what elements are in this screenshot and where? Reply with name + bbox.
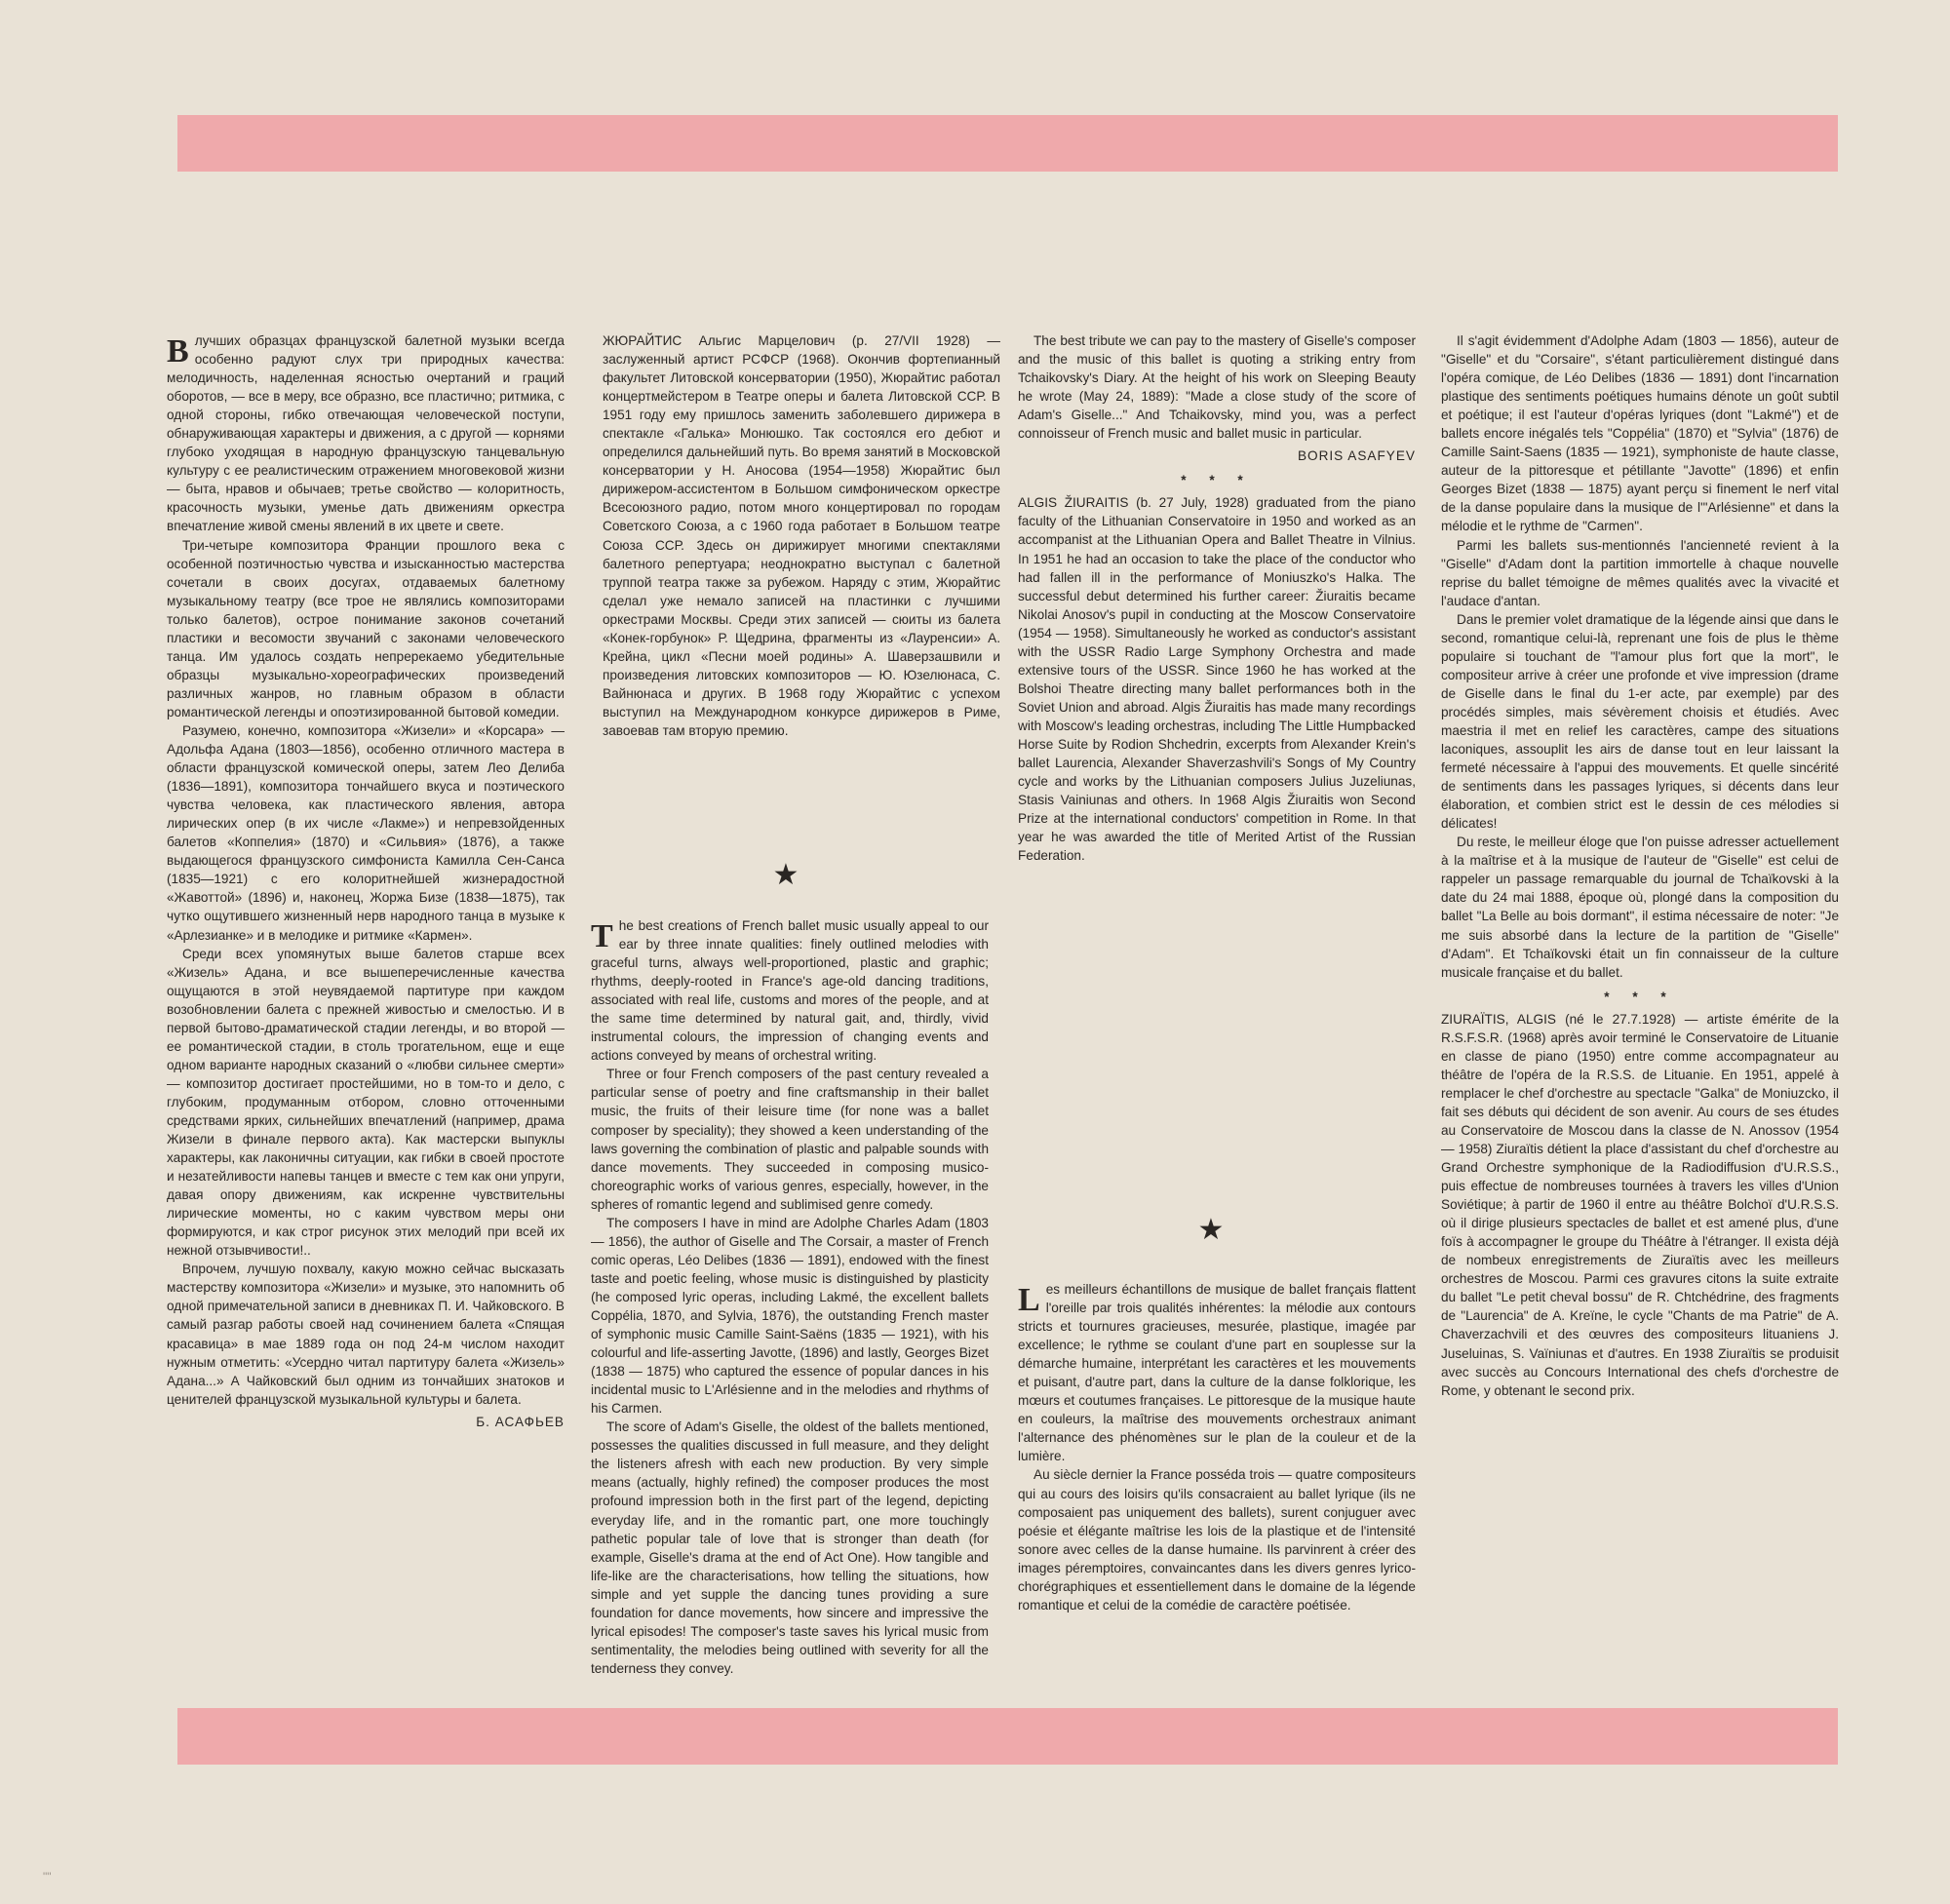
russian-signature: Б. АСАФЬЕВ (476, 1414, 565, 1429)
russian-bio: ЖЮРАЙТИС Альгис Марцелович (р. 27/VII 1928) — заслуженный артист РСФСР (1968). Окончив фортепианный факультет Литовской консерватории (1950), Жюрайтис работал концертмейстером в Театре оперы и балета Литовской ССР. В 1951 году ему пришлось заменить заболевшего дирижера в спектакле «Галька» Монюшко. Так состоялся его дебют и определился дальнейший путь. Во время занятий в Московской консерватории у Н. Аносова (1954—1958) Жюрайтис был дирижером-ассистентом в Большом симфоническом оркестре Всесоюзного радио, потом много концертировал по городам Советского Союза, а с 1960 года работает в Большом театре Союза ССР. Здесь он дирижирует многими спектаклями балетного репертуара; неоднократно выступал с балетной труппой театра также за рубежом. Наряду с этим, Жюрайтис сделал уже немало записей на пластинки с лучшими оркестрами Москвы. Среди этих записей — сюиты из балета «Конек-горбунок» Р. Щедрина, фрагменты из «Лауренсии» А. Крейна, цикл «Песни моей родины» А. Шаверзашвили и произведения литовских композиторов — Ю. Юзелюнаса, С. Вайнюнаса и других. В 1968 году Жюрайтис с успехом выступил на Международном конкурсе дирижеров в Риме, завоевав там вторую премию. (603, 333, 1000, 738)
star-icon: ★ (1197, 1214, 1225, 1246)
french-essay-paragraph: Les meilleurs échantillons de musique de ballet français flattent l'oreille par trois qualités inhérentes: la mélodie aux contours stricts et tournures gracieuses, mesurée, plastique, imagée par excellence; le rythme se coulant d'une part en souplesse sur la démarche humaine, interprétant les caractères et les mouvements et puisant, d'autre part, dans la culture de la danse folklorique, les mœurs et coutumes françaises. Le pittoresque de la musique haute en couleurs, la maîtrise des mouvements orchestraux animant l'alternance des phénomènes sur le plan de la couleur et de la lumière. (1018, 1282, 1416, 1464)
star-icon: ★ (772, 859, 800, 891)
edge-mark: "" (43, 1870, 52, 1884)
english-essay-paragraph: The best creations of French ballet music usually appeal to our ear by three innate qualities: finely outlined melodies with graceful turns, always well-proportioned, plastic and graphic; rhythms, deeply-rooted in France's age-old dancing traditions, associated with real life, customs and mores of the people, and at the same time determined by natural gait, and, thirdly, vivid instrumental colours, the impression of changing events and actions conveyed by means of orchestral writing. (591, 918, 989, 1064)
russian-bio-column (603, 331, 1000, 740)
english-essay-paragraph: The best tribute we can pay to the mastery of Giselle's composer and the music of this ballet is quoting a striking entry from Tchaikovsky's Diary. At the height of his work on Sleeping Beauty he wrote (May 24, 1889): "Made a close study of the score of Adam's Giselle..." And Tchaikovsky, mind you, was a perfect connoisseur of French music and ballet music in particular. (1018, 333, 1416, 442)
drop-cap: T (591, 918, 613, 954)
french-essay-column (1018, 1280, 1416, 1614)
english-essay-paragraph: The score of Adam's Giselle, the oldest of the ballets mentioned, possesses the qualities discussed in full measure, and they delight the listeners afresh with each new production. By very simple means (actually, highly refined) the composer produces the most profound impression both in the first part of the legend, depicting everyday life, and in the romantic part, one more touchingly pathetic popular tale of love that is stronger than death (for example, Giselle's drama at the end of Act One). How tangible and life-like are the characterisations, how telling the situations, how simple and yet supple the dancing tunes providing a sure foundation for dance movements, how sincere and impressive the lyrical episodes! The composer's taste saves his lyrical music from sentimentality, the melodies being outlined with severity for all the tenderness they convey. (591, 1419, 989, 1676)
french-essay-paragraph: Parmi les ballets sus-mentionnés l'ancienneté revient à la "Giselle" d'Adam dont la partition immortelle à chaque nouvelle reprise du ballet témoigne de mêmes qualités avec la vivacité et l'audace d'antan. (1441, 537, 1839, 608)
french-essay-paragraph: Au siècle dernier la France posséda trois — quatre compositeurs qui au cours des loisirs qu'ils consacraient au ballet lyrique (ils ne composaient pas uniquement des ballets), surent conjuguer avec poésie et élégante maîtrise les lois de la plastique et de l'intensité sonore avec celles de la danse humaine. Ils parvinrent à créer des images péremptoires, convaincantes dans les divers genres lyrico-chorégraphiques et essentiellement dans le domaine de la légende romantique et celui de la comédie de caractère poétisée. (1018, 1467, 1416, 1613)
english-essay-continued-column (1018, 331, 1416, 865)
drop-cap: L (1018, 1282, 1040, 1318)
section-divider: * * * (1604, 989, 1676, 1004)
russian-essay-paragraph: Разумею, конечно, композитора «Жизели» и «Корсара» — Адольфа Адана (1803—1856), особенно отличного мастера в области французской комической оперы, затем Лео Делиба (1836—1891), композитора тончайшего вкуса и поэтического чувства человека, как пластического явления, автора лирических опер (в их числе «Лакме») и непревзойденных балетов «Коппелия» (1870) и «Сильвия» (1876), а также выдающегося французского симфониста Камилла Сен-Санса (1835—1921) с его колоритнейшей жизнерадостной «Жавоттой» (1896) и, наконец, Жоржа Бизе (1838—1875), так чутко ощутившего жизненный нерв народного танца в музыке к «Арлезианке» и в мелодике и ритмике «Кармен». (167, 722, 565, 943)
russian-essay-paragraph: Три-четыре композитора Франции прошлого века с особенной поэтичностью чувства и изысканностью мастерства сочетали в своих досугах, отдаваемых балетному музыкальному театру (все трое не являлись композиторами только балетов), острое понимание законов сочетаний пластики и весомости звучаний с законами человеческого танца. Им удалось создать непререкаемо убедительные образцы музыкально-хореографических произведений различных жанров, но главным образом в области романтической легенды и опоэтизированной бытовой комедии. (167, 537, 565, 719)
french-essay-continued-column (1441, 331, 1839, 1400)
english-essay-paragraph: The composers I have in mind are Adolphe Charles Adam (1803 — 1856), the author of Giselle and The Corsair, a master of French comic operas, Léo Delibes (1836 — 1891), endowed with the finest taste and poetic feeling, whose music is distinguished by plasticity (he composed lyric operas, including Lakmé, the excellent ballets Coppélia, 1870, and Sylvia, 1876), the outstanding French master of symphonic music Camille Saint-Saëns (1835 — 1921), with his colourful and life-asserting Javotte, (1896) and lastly, Georges Bizet (1838 — 1875) who captured the essence of popular dances in his incidental music to L'Arlésienne and in the melodies and rhythms of his Carmen. (591, 1215, 989, 1417)
french-bio: ZIURAÏTIS, ALGIS (né le 27.7.1928) — artiste émérite de la R.S.F.S.R. (1968) après avoir terminé le Conservatoire de Lituanie en classe de piano (1950) entre comme accompagnateur au théâtre de l'opéra de la R.S.S. de Lituanie. En 1951, appelé à remplacer le chef d'orchestre au spectacle "Galka" de Moniuzcko, il fait ses débuts qui décident de son avenir. Au cours de ses études au Conservatoire de Moscou dans la classe de N. Anossov (1954 — 1958) Ziuraïtis détient la place d'assistant du chef d'orchestre au Grand Orchestre symphonique de la Radiodiffusion d'U.R.S.S., puis effectue de nombreuses tournées à travers les villes d'Union Soviétique; à partir de 1960 il entre au théâtre Bolchoï d'U.R.S.S. où il dirige plusieurs spectacles de ballet et est amené plus, d'une foïs à accompagner le groupe du Théâtre à l'étranger. Il exista déjà de nombeux enregistrements de Ziuraïtis avec les meilleurs orchestres de Moscou. Parmi ces gravures citons la suite extraite du ballet "Le petit cheval bossu" de R. Chtchédrine, des fragments de "Laurencia" de A. Kreïne, le cycle "Chants de ma Patrie" de A. Chaverzachvili et des œuvres des compositeurs lituaniens J. Juseluinas, S. Vaïniunas et d'autres. En 1938 Ziuraïtis se produisit avec succès au Concours International des chefs d'orchestre de Rome, y obtenant le second prix. (1441, 1011, 1839, 1398)
top-pink-band (177, 115, 1838, 172)
french-essay-paragraph: Du reste, le meilleur éloge que l'on puisse adresser actuellement à la maîtrise et à la musique de l'auteur de "Giselle" est celui de rappeler un passage remarquable du journal de Tchaïkovski à la date du 24 mai 1888, époque où, plongé dans la composition du ballet "La Belle au bois dormant", il estima nécessaire de noter: "Je me suis absorbé dans la lecture de la partition de "Giselle" d'Adam". Et Tchaïkovski était un fin connaisseur de la culture musicale française et du ballet. (1441, 835, 1839, 980)
section-divider: * * * (1181, 473, 1253, 488)
russian-essay-column (167, 331, 565, 1431)
bottom-pink-band (177, 1708, 1838, 1765)
english-bio: ALGIS ŽIURAITIS (b. 27 July, 1928) graduated from the piano faculty of the Lithuanian Conservatoire in 1950 and worked as an accompanist at the Lithuanian Opera and Ballet Theatre in Vilnius. In 1951 he had an occasion to take the place of the conductor who had fallen ill in the performance of Moniuszko's Halka. The successful debut determined his further career: Žiuraitis became Nikolai Anosov's pupil in conducting at the Moscow Conservatoire (1954 — 1958). Simultaneously he worked as conductor's assistant with the USSR Radio Large Symphony Orchestra and made extensive tours of the USSR. Since 1960 he has worked at the Bolshoi Theatre directing many ballet performances both in the Soviet Union and abroad. Algis Žiuraitis has made many recordings with Moscow's leading orchestras, including The Little Humpbacked Horse Suite by Rodion Shchedrin, excerpts from Alexander Krein's ballet Laurencia, Alexander Shaverzashvili's Songs of My Country cycle and works by the Lithuanian composers Julius Juzeliunas, Stasis Vainiunas and others. In 1968 Algis Žiuraitis won Second Prize at the international conductors' competition in Rome. In that year he was awarded the title of Merited Artist of the Russian Federation. (1018, 495, 1416, 864)
drop-cap: В (167, 333, 189, 369)
french-essay-paragraph: Il s'agit évidemment d'Adolphe Adam (1803 — 1856), auteur de "Giselle" et du "Corsaire", s'étant particulièrement distingué dans l'opéra comique, de Léo Delibes (1836 — 1891) dont l'incarnation plastique des sentiments poétiques humains dénote un goût subtil et poétique; il est l'auteur d'opéras lyriques (dont "Lakmé") et de ballets encore inégalés tels "Coppélia" (1870) et "Sylvia" (1876) de Camille Saint-Saens (1835 — 1921), symphoniste de haute classe, auteur de la pittoresque et pétillante "Javotte" (1896) et enfin Georges Bizet (1838 — 1875) ayant perçu si finement le nerf vital de la danse populaire dans la musique de l'"Arlésienne" et dans la mélodie et le rythme de "Carmen". (1441, 333, 1839, 534)
russian-essay-paragraph: Влучших образцах французской балетной музыки всегда особенно радуют слух три природных качества: мелодичность, наделенная ясностью очертаний и граций оборотов, — все в меру, все образно, все пластично; ритмика, с одной стороны, гибко отвечающая человеческой поступи, обнаруживающая характеры и движения, а с другой — корнями глубоко уходящая в народную французскую танцевальную культуру с ее реалистическим отражением многовековой жизни — быта, нравов и обычаев; третье свойство — колоритность, красочность музыки, уменье дать движениям оркестра впечатление живой смены явлений в их цвете и свете. (167, 333, 565, 534)
french-essay-paragraph: Dans le premier volet dramatique de la légende ainsi que dans le second, romantique celui-là, reprenant une fois de plus le thème populaire si touchant de "l'amour plus fort que la mort", le compositeur arrive à créer une profonde et vive impression (drame de Giselle dans le final du 1-er acte, par exemple) par des procédés simples, mais sévèrement choisis et étudiés. Avec maestria il met en relief les caractères, campe des situations laconiques, assouplit les airs de danse tout en leur laissant la fermeté nécessaire à l'appui des mouvements. Et quelle sincérité de sentiments dans les passages lyriques, si décents dans leur élaboration, et combien strict est le dessin de ces mélodies si délicates! (1441, 611, 1839, 832)
english-essay-column (591, 916, 989, 1678)
russian-essay-paragraph: Среди всех упомянутых выше балетов старше всех «Жизель» Адана, и все вышеперечисленные качества ощущаются в этой неувядаемой партитуре при каждом возобновлении балета с прежней живостью и смелостью. И в первой бытово-драматической стадии легенды, и во второй — ее романтической стадии, в столь трогательном, еще и еще одном варианте народных сказаний о «любви сильнее смерти» — композитор достигает простейшими, но в том-то и дело, с глубоким, продуманным отбором, словно отточенными средствами ярких, сильнейших впечатлений (например, драма Жизели в финале первого акта). Как мастерски выпуклы характеры, как лаконичны ситуации, как гибки в своей простоте и незатейливости напевы танцев и вместе с тем как они упруги, давая опору движениям, как искренне чувствительны лирические моменты, но с каким чувством меры они формируются, и как строг рисунок этих мелодий при всей их нежной отзывчивости!.. (167, 946, 565, 1259)
russian-essay-paragraph: Впрочем, лучшую похвалу, какую можно сейчас высказать мастерству композитора «Жизели» и музыке, это напомнить об одной примечательной записи в дневниках П. И. Чайковского. В самый разгар работы своей над сочинением балета «Спящая красавица» в мае 1889 года он под 24-м числом находит нужным отметить: «Усердно читал партитуру балета «Жизель» Адана...» А Чайковский был одним из тончайших знатоков и ценителей французской музыкальной культуры и балета. (167, 1262, 565, 1407)
english-essay-paragraph: Three or four French composers of the past century revealed a particular sense of poetry and fine craftsmanship in their ballet music, the fruits of their leisure time (for none was a ballet composer by speciality); they showed a keen understanding of the laws governing the combination of plastic and palpable sounds with dance movements. They succeeded in composing musico-choreographic works of various genres, especially, however, in the spheres of romantic legend and sublimised genre comedy. (591, 1067, 989, 1212)
english-signature: BORIS ASAFYEV (1297, 448, 1416, 464)
